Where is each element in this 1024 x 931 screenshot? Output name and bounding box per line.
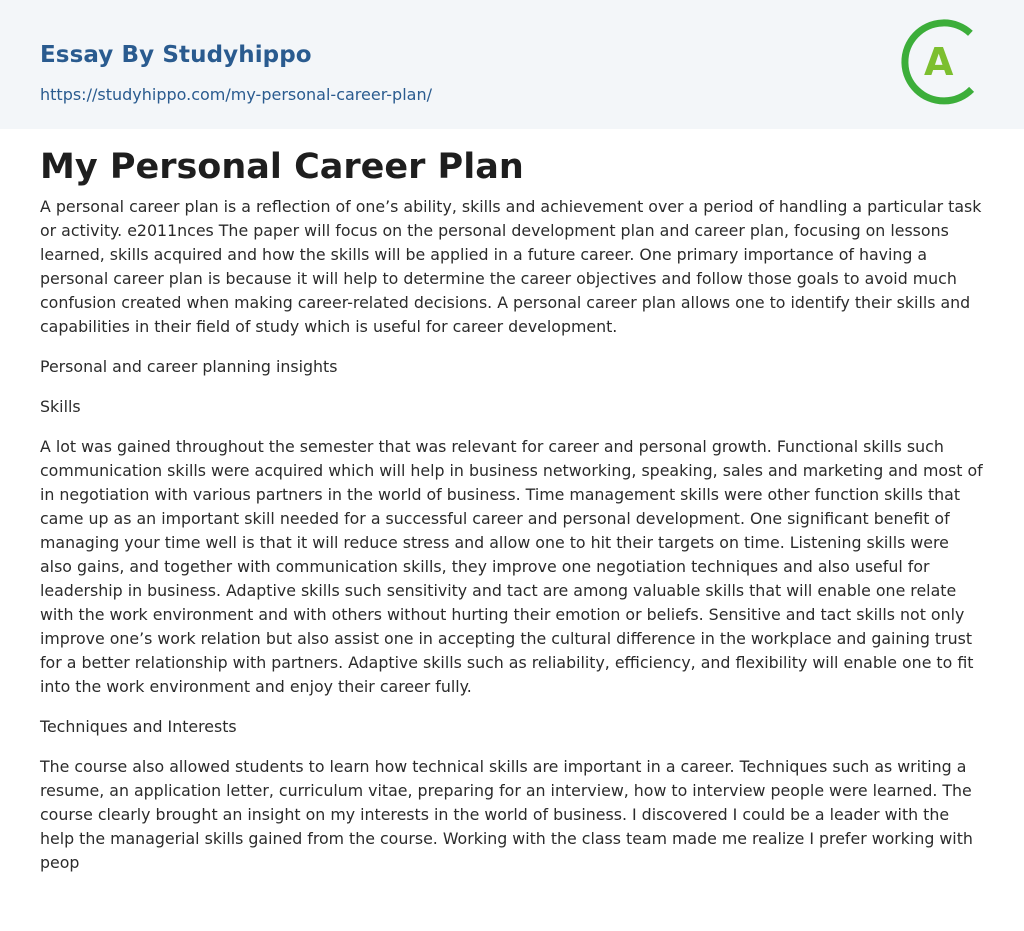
section-heading-skills: Skills [40,397,81,416]
paragraph-intro: A personal career plan is a reflection of one’s ability, skills and achievement over a period of handling a particular task or activity. e2011nces The paper will focus on the personal development plan and career plan, focusing on lessons learned, skills acquired and how the skills will be applied in a future career. One primary importance of having a personal career plan is because it will help to determine the career objectives and follow those goals to avoid much confusion created when making career-related decisions. A personal career plan allows one to identify their skills and capabilities in their field of study which is useful for career development. [40,197,982,336]
section-heading-techniques: Techniques and Interests [40,717,237,736]
logo-letter: A [924,40,954,84]
studyhippo-logo-icon[interactable] [898,19,984,105]
paragraph-techniques: The course also allowed students to learn how technical skills are important in a career. Techniques such as writing a resume, an application letter, curriculum vitae, preparing for an interview, how to interview people were learned. The course clearly brought an insight on my interests in the world of business. I discovered I could be a leader with the help the managerial skills gained from the course. Working with the class team made me realize I prefer working with peop [40,757,973,872]
essay-url-link[interactable]: https://studyhippo.com/my-personal-career-plan/ [40,85,432,104]
article-title: My Personal Career Plan [40,147,524,187]
section-heading-insights: Personal and career planning insights [40,357,338,376]
article [0,129,1024,875]
brand-title: Essay By Studyhippo [40,42,312,68]
paragraph-skills: A lot was gained throughout the semester that was relevant for career and personal growth. Functional skills such communication skills were acquired which will help in business networking, speaking, sales and marketing and most of in negotiation with various partners in the world of business. Time management skills were other function skills that came up as an important skill needed for a successful career and personal development. One significant benefit of managing your time well is that it will reduce stress and allow one to hit their targets on time. Listening skills were also gains, and together with communication skills, they improve one negotiation techniques and also useful for leadership in business. Adaptive skills such sensitivity and tact are among valuable skills that will enable one relate with the work environment and with others without hurting their emotion or beliefs. Sensitive and tact skills not only improve one’s work relation but also assist one in accepting the cultural difference in the workplace and gaining trust for a better relationship with partners. Adaptive skills such as reliability, efficiency, and flexibility will enable one to fit into the work environment and enjoy their career fully. [40,437,983,696]
site-header [0,0,1024,129]
